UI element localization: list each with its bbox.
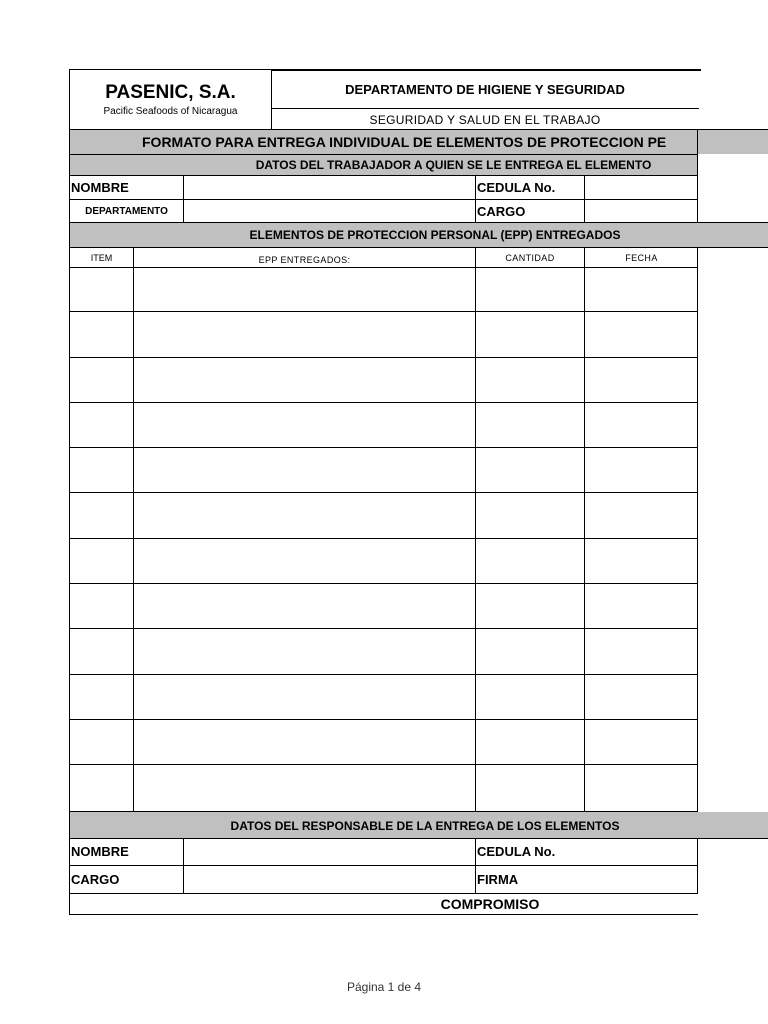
epp-col-epp: EPP ENTREGADOS: (258, 254, 351, 265)
department-title: DEPARTAMENTO DE HIGIENE Y SEGURIDAD (345, 81, 625, 97)
responsible-cargo-label: CARGO (71, 872, 120, 887)
responsible-nombre-label: NOMBRE (71, 844, 129, 859)
epp-cell-epp[interactable] (134, 312, 475, 357)
table-row (70, 765, 698, 810)
table-row (70, 675, 698, 720)
table-row (70, 358, 698, 403)
epp-cell-epp[interactable] (134, 494, 475, 539)
epp-col-cantidad: CANTIDAD (505, 252, 555, 263)
table-row (70, 720, 698, 765)
worker-cargo-field[interactable] (585, 200, 698, 222)
compromiso-row (69, 893, 698, 915)
epp-col-fecha: FECHA (625, 252, 658, 263)
epp-cell-cantidad[interactable] (476, 539, 584, 584)
epp-cell-fecha[interactable] (585, 358, 698, 403)
epp-cell-item[interactable] (70, 584, 133, 629)
worker-cedula-label: CEDULA No. (477, 179, 556, 195)
epp-cell-item[interactable] (70, 403, 133, 448)
responsible-nombre-field[interactable] (184, 838, 474, 865)
company-name: PASENIC, S.A. (105, 82, 236, 103)
table-row (70, 448, 698, 493)
epp-cell-epp[interactable] (134, 584, 475, 629)
table-row (70, 629, 698, 674)
epp-cell-cantidad[interactable] (476, 675, 584, 720)
epp-cell-epp[interactable] (134, 720, 475, 765)
epp-cell-epp[interactable] (134, 403, 475, 448)
epp-cell-item[interactable] (70, 448, 133, 493)
epp-cell-cantidad[interactable] (476, 448, 584, 493)
page-number: Página 1 de 4 (346, 980, 422, 994)
epp-cell-cantidad[interactable] (476, 494, 584, 539)
department-box (271, 69, 701, 130)
epp-cell-cantidad[interactable] (476, 312, 584, 357)
epp-cell-cantidad[interactable] (476, 358, 584, 403)
epp-cell-item[interactable] (70, 629, 133, 674)
responsible-firma-label: FIRMA (477, 872, 519, 887)
worker-cedula-field[interactable] (585, 175, 698, 199)
worker-nombre-label: NOMBRE (71, 179, 129, 195)
epp-cell-fecha[interactable] (585, 675, 698, 720)
table-row (70, 267, 698, 312)
worker-section-title: DATOS DEL TRABAJADOR A QUIEN SE LE ENTREGA EL ELEMENTO (69, 154, 698, 176)
compromiso-title: COMPROMISO (440, 895, 540, 912)
epp-cell-cantidad[interactable] (476, 720, 584, 765)
epp-cell-cantidad[interactable] (476, 584, 584, 629)
epp-cell-fecha[interactable] (585, 267, 698, 312)
epp-cell-fecha[interactable] (585, 584, 698, 629)
epp-cell-epp[interactable] (134, 358, 475, 403)
epp-cell-fecha[interactable] (585, 765, 698, 810)
epp-cell-item[interactable] (70, 675, 133, 720)
worker-nombre-field[interactable] (184, 175, 474, 199)
worker-departamento-label: DEPARTAMENTO (85, 205, 168, 217)
epp-cell-fecha[interactable] (585, 629, 698, 674)
epp-cell-epp[interactable] (134, 448, 475, 493)
epp-cell-cantidad[interactable] (476, 629, 584, 674)
epp-cell-fecha[interactable] (585, 494, 698, 539)
table-row (70, 494, 698, 539)
company-box (69, 69, 272, 130)
epp-table (69, 248, 698, 812)
epp-cell-epp[interactable] (134, 629, 475, 674)
responsible-cargo-field[interactable] (184, 866, 474, 893)
responsible-table (69, 838, 698, 894)
epp-col-item: ITEM (90, 252, 113, 263)
epp-cell-item[interactable] (70, 312, 133, 357)
company-subtitle: Pacific Seafoods of Nicaragua (103, 105, 238, 117)
table-row (70, 539, 698, 584)
epp-cell-fecha[interactable] (585, 312, 698, 357)
responsible-section-title: DATOS DEL RESPONSABLE DE LA ENTREGA DE LOS ELEMENTOS (230, 818, 620, 833)
epp-cell-epp[interactable] (134, 539, 475, 584)
epp-cell-item[interactable] (70, 765, 133, 810)
epp-cell-item[interactable] (70, 720, 133, 765)
table-row (70, 403, 698, 448)
worker-departamento-field[interactable] (184, 200, 474, 222)
epp-cell-item[interactable] (70, 539, 133, 584)
form-title: FORMATO PARA ENTREGA INDIVIDUAL DE ELEMENTOS DE PROTECCION PE (142, 133, 667, 150)
worker-cargo-label: CARGO (477, 203, 526, 219)
table-row (70, 312, 698, 357)
epp-cell-fecha[interactable] (585, 403, 698, 448)
subdepartment-title: SEGURIDAD Y SALUD EN EL TRABAJO (369, 113, 601, 127)
epp-cell-cantidad[interactable] (476, 403, 584, 448)
epp-cell-fecha[interactable] (585, 539, 698, 584)
epp-cell-epp[interactable] (134, 267, 475, 312)
epp-cell-cantidad[interactable] (476, 267, 584, 312)
epp-cell-item[interactable] (70, 358, 133, 403)
epp-cell-fecha[interactable] (585, 720, 698, 765)
responsible-cedula-label: CEDULA No. (477, 844, 556, 859)
epp-cell-epp[interactable] (134, 765, 475, 810)
epp-cell-item[interactable] (70, 267, 133, 312)
epp-cell-cantidad[interactable] (476, 765, 584, 810)
epp-cell-epp[interactable] (134, 675, 475, 720)
epp-cell-item[interactable] (70, 494, 133, 539)
table-row (70, 584, 698, 629)
epp-section-title: ELEMENTOS DE PROTECCION PERSONAL (EPP) ENTREGADOS (249, 228, 621, 242)
worker-table (69, 175, 698, 223)
epp-cell-fecha[interactable] (585, 448, 698, 493)
